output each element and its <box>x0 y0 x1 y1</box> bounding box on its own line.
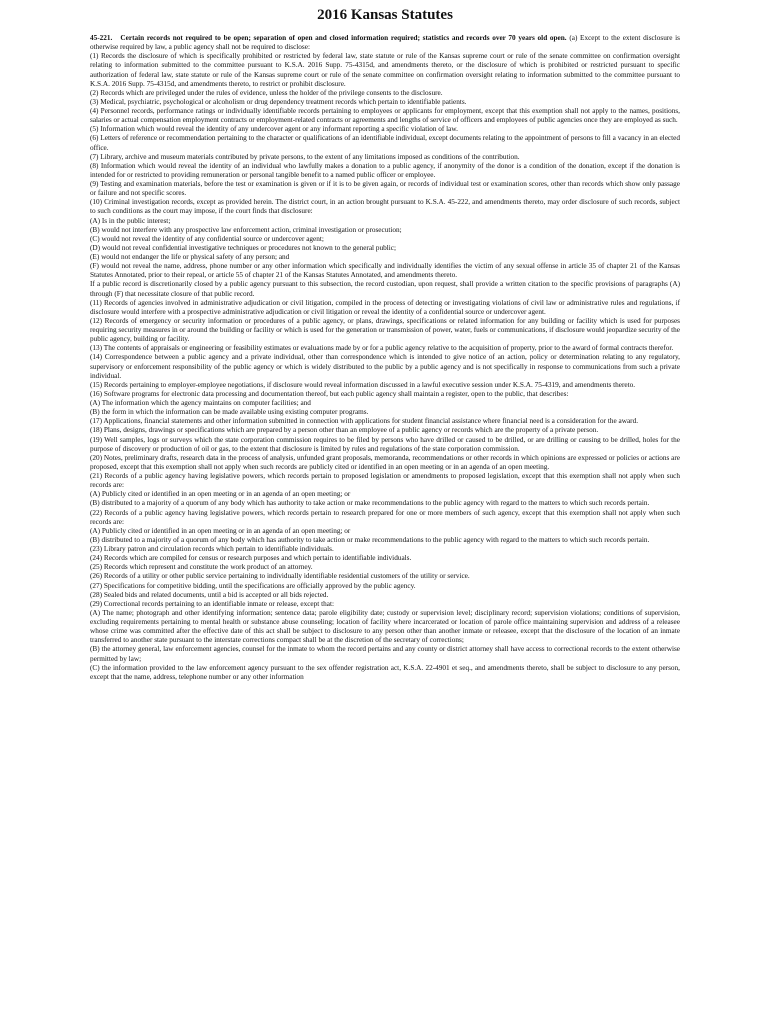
statute-paragraph: (F) would not reveal the name, address, phone number or any other information which specifically and individually identifies the victim of any sexual offense in article 35 of chapter 21 of the Kansas Statutes Annotated, prior to their repeal, or article 55 of chapter 21 of the Kansas Statutes Annotated, and amendments thereto. <box>90 262 680 280</box>
statute-paragraph: (2) Records which are privileged under the rules of evidence, unless the holder of the privilege consents to the disclosure. <box>90 88 443 97</box>
statute-paragraph: (29) Correctional records pertaining to an identifiable inmate or release, except that: <box>90 599 334 608</box>
statute-paragraph: (1) Records the disclosure of which is specifically prohibited or restricted by federal law, state statute or rule of the Kansas supreme court or rule of the senate committee on confirmation oversight relating to information submitted to the committee pursuant to K.S.A. 2016 Supp. 75-4315d, and amendments thereto, or the disclosure of which is prohibited or restricted pursuant to specific authorization of federal law, state statute or rule of the Kansas supreme court or rule of the senate committee on confirmation oversight relating to information submitted to the committee pursuant to K.S.A. 2016 Supp. 75-4315d, and amendments thereto, to restrict or prohibit disclosure. <box>90 52 680 88</box>
document-title: 2016 Kansas Statutes <box>317 7 453 23</box>
statute-paragraph: (4) Personnel records, performance ratings or individually identifiable records pertaining to employees or applicants for employment, except that this exemption shall not apply to the names, positions, salaries or actual compensation employment contracts or employment-related contracts or agreements and lengths of service of officers and employees of public agencies once they are employed as such. <box>90 107 680 125</box>
statute-paragraph: (A) Publicly cited or identified in an open meeting or in an agenda of an open meeting; or <box>90 526 351 535</box>
statute-paragraph: (A) Publicly cited or identified in an open meeting or in an agenda of an open meeting; or <box>90 490 351 499</box>
statute-paragraph: (26) Records of a utility or other public service pertaining to individually identifiable residential customers of the utility or service. <box>90 572 470 581</box>
statute-paragraph: (16) Software programs for electronic data processing and documentation thereof, but each public agency shall maintain a register, open to the public, that describes: <box>90 389 569 398</box>
statute-paragraph: (B) distributed to a majority of a quorum of any body which has authority to take action or make recommendations to the public agency with regard to the matters to which such records pertain. <box>90 535 650 544</box>
section-intro: (a) Except to the extent disclosure is otherwise required by law, a public agency shall not be required to disclose: <box>90 34 681 52</box>
statute-paragraph: (A) The information which the agency maintains on computer facilities; and <box>90 399 311 407</box>
statute-paragraph: (6) Letters of reference or recommendation pertaining to the character or qualifications of an identifiable individual, except documents relating to the appointment of persons to fill a vacancy in an elected office. <box>90 134 680 152</box>
statute-paragraph: (13) The contents of appraisals or engineering or feasibility estimates or evaluations made by or for a public agency relative to the acquisition of property, prior to the award of formal contracts therefor. <box>90 344 674 353</box>
statute-paragraph: (B) distributed to a majority of a quorum of any body which has authority to take action or make recommendations to the public agency with regard to the matters to which such records pertain. <box>90 499 650 508</box>
statute-paragraph: (8) Information which would reveal the identity of an individual who lawfully makes a donation to a public agency, if anonymity of the donor is a condition of the donation, except if the donation is intended for or restricted to providing remuneration or personal tangible benefit to a named public officer or employee. <box>90 161 680 179</box>
statute-paragraph: (7) Library, archive and museum materials contributed by private persons, to the extent of any limitations imposed as conditions of the contribution. <box>90 152 520 161</box>
statute-paragraph: (21) Records of a public agency having legislative powers, which records pertain to proposed legislation or amendments to proposed legislation, except that this exemption shall not apply when such records are: <box>90 472 680 490</box>
statute-paragraph: (24) Records which are compiled for census or research purposes and which pertain to identifiable individuals. <box>90 554 412 563</box>
statute-paragraph: (19) Well samples, logs or surveys which the state corporation commission requires to be filed by persons who have drilled or caused to be drilled, or are drilling or causing to be drilled, holes for the purpose of discovery or production of oil or gas, to the extent that disclosure is limited by rules and regulations of the state corporation commission. <box>90 435 680 453</box>
statute-paragraph: (3) Medical, psychiatric, psychological or alcoholism or drug dependency treatment records which pertain to identifiable patients. <box>90 97 467 106</box>
statute-paragraph: (20) Notes, preliminary drafts, research data in the process of analysis, unfunded grant proposals, memoranda, recommendations or other records in which opinions are expressed or policies or actions are proposed, except that this exemption shall not apply when such records are publicly cited or identified in an open meeting or in an agenda of an open meeting. <box>90 453 680 471</box>
section-heading: Certain records not required to be open; separation of open and closed information required; statistics and records over 70 years old open. <box>120 34 567 42</box>
statute-body <box>90 34 680 682</box>
statute-paragraph: If a public record is discretionarily closed by a public agency pursuant to this subsection, the record custodian, upon request, shall provide a written citation to the specific provisions of paragraphs (A) through (F) that necessitate closure of that public record. <box>90 280 680 298</box>
statute-paragraph: (9) Testing and examination materials, before the test or examination is given or if it is to be given again, or records of individual test or examination scores, other than records which show only passage or failure and not specific scores. <box>90 180 680 198</box>
statute-paragraph: (17) Applications, financial statements and other information submitted in connection with applications for student financial assistance where financial need is a consideration for the award. <box>90 417 639 426</box>
statute-paragraph: (A) The name; photograph and other identifying information; sentence data; parole eligibility date; custody or supervision level; disciplinary record; supervision violations; conditions of supervision, excluding requirements pertaining to mental health or substance abuse counseling; location of facility where incarcerated or location of parole office maintaining supervision and address of a releasee whose crime was committed after the effective date of this act shall be subject to disclosure to any person other than another inmate or releasee, except that the disclosure of the location of an inmate transferred to another state pursuant to the interstate corrections compact shall be at the discretion of the secretary of corrections; <box>90 608 680 645</box>
statute-paragraph: (25) Records which represent and constitute the work product of an attorney. <box>90 563 313 572</box>
statute-paragraph: (10) Criminal investigation records, except as provided herein. The district court, in an action brought pursuant to K.S.A. 45-222, and amendments thereto, may order disclosure of such records, subject to such conditions as the court may impose, if the court finds that disclosure: <box>90 198 680 216</box>
statute-paragraph: (C) the information provided to the law enforcement agency pursuant to the sex offender registration act, K.S.A. 22-4901 et seq., and amendments thereto, shall be subject to disclosure to any person, except that the name, address, telephone number or any other information <box>90 663 680 681</box>
statute-paragraph: (D) would not reveal confidential investigative techniques or procedures not known to the general public; <box>90 243 397 252</box>
statute-paragraph: (C) would not reveal the identity of any confidential source or undercover agent; <box>90 234 324 243</box>
section-number: 45-221. <box>90 34 113 42</box>
statute-paragraph: (12) Records of emergency or security information or procedures of a public agency, or plans, drawings, specifications or related information for any building or facility which is used for purposes requiring security measures in or around the building or facility or which is used for the generation or transmission of power, water, fuels or communications, if disclosure would jeopardize security of the public agency, building or facility. <box>90 316 680 344</box>
statute-paragraph: (14) Correspondence between a public agency and a private individual, other than correspondence which is intended to give notice of an action, policy or determination relating to any regulatory, supervisory or enforcement responsibility of the public agency or which is widely distributed to the public by a public agency and is not specifically in response to communications from such a private individual. <box>90 353 680 380</box>
statute-paragraph: (B) the form in which the information can be made available using existing computer programs. <box>90 408 369 417</box>
statute-paragraph: (5) Information which would reveal the identity of any undercover agent or any informant reporting a specific violation of law. <box>90 125 458 134</box>
statute-paragraph: (B) would not interfere with any prospective law enforcement action, criminal investigation or prosecution; <box>90 225 402 234</box>
section-heading-paragraph <box>90 34 680 52</box>
statute-paragraph: (11) Records of agencies involved in administrative adjudication or civil litigation, compiled in the process of detecting or investigating violations of civil law or administrative rules and regulations, if disclosure would interfere with a prospective administrative adjudication or civil litigation or reveal the identity of a confidential source or undercover agent. <box>90 298 680 316</box>
statute-paragraph: (18) Plans, designs, drawings or specifications which are prepared by a person other than an employee of a public agency or records which are the property of a private person. <box>90 426 599 435</box>
statute-paragraph: (E) would not endanger the life or physical safety of any person; and <box>90 253 290 261</box>
statute-paragraph: (A) Is in the public interest; <box>90 216 171 225</box>
statute-paragraph: (15) Records pertaining to employer-employee negotiations, if disclosure would reveal information discussed in a lawful executive session under K.S.A. 75-4319, and amendments thereto. <box>90 380 636 389</box>
statute-paragraph: (B) the attorney general, law enforcement agencies, counsel for the inmate to whom the record pertains and any county or district attorney shall have access to correctional records to the extent otherwise permitted by law; <box>90 645 680 663</box>
statute-paragraph: (27) Specifications for competitive bidding, until the specifications are officially approved by the public agency. <box>90 581 416 590</box>
statute-paragraph: (22) Records of a public agency having legislative powers, which records pertain to research prepared for one or more members of such agency, except that this exemption shall not apply when such records are: <box>90 508 680 526</box>
statute-paragraphs <box>90 52 680 682</box>
statute-paragraph: (23) Library patron and circulation records which pertain to identifiable individuals. <box>90 545 334 553</box>
statute-paragraph: (28) Sealed bids and related documents, until a bid is accepted or all bids rejected. <box>90 590 329 599</box>
